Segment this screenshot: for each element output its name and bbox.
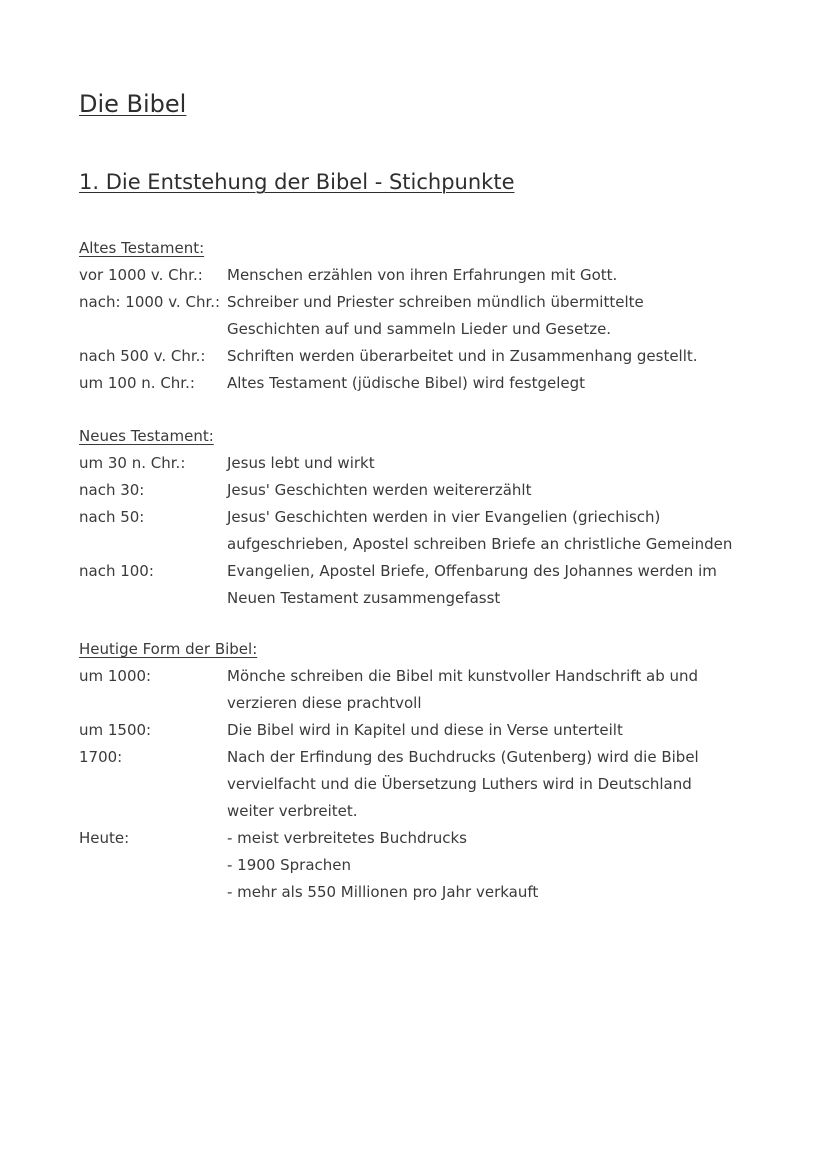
section-heading: Heutige Form der Bibel: [79,640,258,658]
timeline-description [227,825,779,906]
document-subtitle: 1. Die Entstehung der Bibel - Stichpunkte [79,170,515,194]
description-line: weiter verbreitet. [227,802,358,820]
timeline-description [227,744,779,825]
description-line: Nach der Erfindung des Buchdrucks (Gutenberg) wird die Bibel [227,748,699,766]
description-line: - mehr als 550 Millionen pro Jahr verkauft [227,883,539,901]
description-line: Die Bibel wird in Kapitel und diese in Verse unterteilt [227,721,623,739]
timeline-description [227,504,779,558]
timeline-date: nach: 1000 v. Chr.: [79,293,221,311]
timeline-row [79,717,779,744]
section-heutige-form [79,636,779,906]
timeline-date: nach 500 v. Chr.: [79,347,206,365]
timeline-row [79,558,779,612]
timeline-row [79,504,779,558]
timeline-date: 1700: [79,748,123,766]
description-line: Altes Testament (jüdische Bibel) wird festgelegt [227,374,586,392]
document-title: Die Bibel [79,90,187,118]
description-line: Mönche schreiben die Bibel mit kunstvoller Handschrift ab und [227,667,699,685]
description-line: Geschichten auf und sammeln Lieder und Gesetze. [227,320,612,338]
timeline-date: um 1000: [79,667,152,685]
timeline-description [227,663,779,717]
timeline-row [79,825,779,906]
timeline-date: nach 50: [79,508,145,526]
timeline-row [79,370,779,397]
timeline-description [227,262,779,289]
timeline-date: um 100 n. Chr.: [79,374,195,392]
description-line: Jesus' Geschichten werden weitererzählt [227,481,532,499]
description-line: Menschen erzählen von ihren Erfahrungen mit Gott. [227,266,618,284]
timeline-description [227,289,779,343]
timeline-date: nach 100: [79,562,154,580]
timeline-description [227,558,779,612]
timeline-row [79,663,779,717]
description-line: Schriften werden überarbeitet und in Zusammenhang gestellt. [227,347,698,365]
description-line: Evangelien, Apostel Briefe, Offenbarung des Johannes werden im [227,562,717,580]
description-line: Schreiber und Priester schreiben mündlich übermittelte [227,293,644,311]
section-heading: Neues Testament: [79,427,214,445]
timeline-row [79,450,779,477]
timeline-row [79,262,779,289]
description-line: Jesus lebt und wirkt [227,454,375,472]
timeline-row [79,289,779,343]
section-neues-testament [79,423,779,612]
description-line: Neuen Testament zusammengefasst [227,589,501,607]
section-altes-testament [79,235,779,397]
timeline-description [227,450,779,477]
timeline-date: nach 30: [79,481,145,499]
timeline-date: Heute: [79,829,130,847]
timeline-row [79,477,779,504]
timeline-row [79,343,779,370]
timeline-date: um 30 n. Chr.: [79,454,186,472]
timeline-date: um 1500: [79,721,152,739]
description-line: verzieren diese prachtvoll [227,694,422,712]
timeline-description [227,343,779,370]
description-line: Jesus' Geschichten werden in vier Evangelien (griechisch) [227,508,661,526]
description-line: vervielfacht und die Übersetzung Luthers wird in Deutschland [227,775,692,793]
description-line: aufgeschrieben, Apostel schreiben Briefe an christliche Gemeinden [227,535,733,553]
timeline-description [227,477,779,504]
description-line: - 1900 Sprachen [227,856,352,874]
timeline-row [79,744,779,825]
timeline-description [227,717,779,744]
timeline-description [227,370,779,397]
section-heading: Altes Testament: [79,239,205,257]
timeline-date: vor 1000 v. Chr.: [79,266,203,284]
description-line: - meist verbreitetes Buchdrucks [227,829,467,847]
